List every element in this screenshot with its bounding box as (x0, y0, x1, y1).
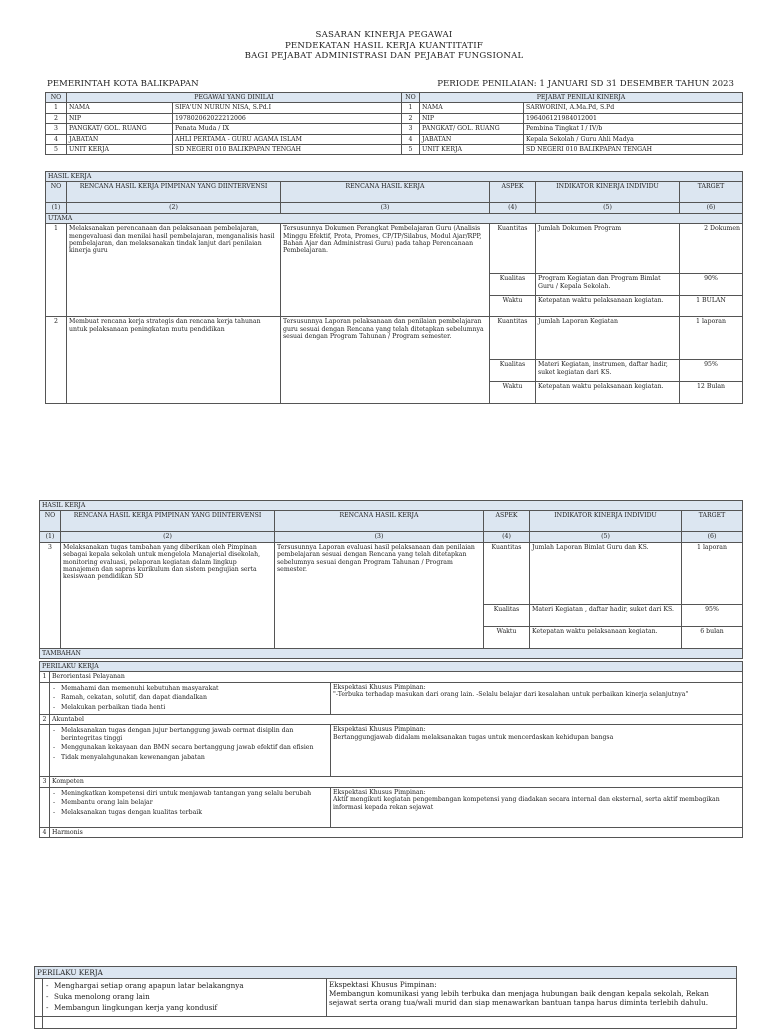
col-num: (3) (281, 203, 490, 213)
perilaku-name: Berorientasi Pelayanan (50, 672, 743, 682)
row-value: SIFA'UN NURUN NISA, S.Pd.I (173, 103, 402, 113)
list-item (40, 777, 743, 787)
col-num: (2) (67, 203, 281, 213)
row-no-2: 5 (402, 145, 420, 155)
list-item: - Membantu orang lain belajar (60, 799, 328, 806)
list-item: - Melaksanakan tugas dengan jujur bertanggung jawab cermat disiplin dan berintegritas tinggi (60, 727, 328, 742)
item-target: 1 laporan (680, 317, 743, 360)
col-no: NO (46, 93, 67, 103)
perilaku-no: 3 (40, 777, 50, 787)
col-aspek: ASPEK (490, 182, 536, 203)
section-perilaku-kerja: PERILAKU KERJA (35, 967, 737, 979)
item-indikator: Jumlah Laporan Bimlat Guru dan KS. (530, 542, 682, 604)
row-label: UNIT KERJA (67, 145, 173, 155)
identity-row (46, 124, 743, 134)
table-row (46, 224, 743, 274)
table-row (46, 317, 743, 360)
item-aspek: Kualitas (490, 274, 536, 296)
item-target: 90% (680, 274, 743, 296)
hasil-kerja-table-1 (45, 171, 743, 404)
section-tambahan: TAMBAHAN (40, 648, 743, 658)
title-line-1: SASARAN KINERJA PEGAWAI (315, 30, 453, 40)
row-no-2: 4 (402, 134, 420, 144)
perilaku-no: 4 (40, 827, 50, 837)
assessment-period: PERIODE PENILAIAN: 1 JANUARI SD 31 DESEMBER TAHUN 2023 (437, 79, 734, 89)
row-label-2: NIP (420, 113, 524, 123)
row-label: JABATAN (67, 134, 173, 144)
item-aspek: Waktu (490, 296, 536, 317)
identity-row (46, 103, 743, 113)
item-target: 6 bulan (682, 626, 743, 648)
row-value: AHLI PERTAMA - GURU AGAMA ISLAM (173, 134, 402, 144)
item-aspek: Kuantitas (490, 317, 536, 360)
identity-row (46, 113, 743, 123)
item-target: 2 Dokumen (680, 224, 743, 274)
identity-row (46, 134, 743, 144)
perilaku-kerja-table-2 (34, 966, 737, 1029)
col-target: TARGET (682, 511, 743, 532)
perilaku-kerja-table (39, 661, 743, 838)
identity-table (45, 92, 743, 155)
item-target: 12 Bulan (680, 382, 743, 404)
ekspektasi-text: Bertanggungjawab didalam melaksanakan tugas untuk mencerdaskan kehidupan bangsa (333, 733, 614, 741)
perilaku-points (52, 685, 328, 711)
identity-row (46, 145, 743, 155)
item-aspek: Waktu (484, 626, 530, 648)
item-no: 1 (46, 224, 67, 317)
col-rhk-pimpinan: RENCANA HASIL KERJA PIMPINAN YANG DIINTERVENSI (67, 182, 281, 203)
list-item: - Menghargai setiap orang apapun latar belakangnya (53, 981, 324, 990)
row-label-2: PANGKAT/ GOL. RUANG (420, 124, 524, 134)
list-item (40, 672, 743, 682)
list-item (40, 827, 743, 837)
item-indikator: Ketepatan waktu pelaksanaan kegiatan. (530, 626, 682, 648)
col-num: (6) (682, 532, 743, 542)
list-item: - Meningkatkan kompetensi diri untuk menjawab tantangan yang selalu berubah (60, 790, 328, 797)
title-line-2: PENDEKATAN HASIL KERJA KUANTITATIF (284, 40, 484, 51)
row-value-2: Kepala Sekolah / Guru Ahli Madya (524, 134, 743, 144)
row-value: SD NEGERI 010 BALIKPAPAN TENGAH (173, 145, 402, 155)
perilaku-points (45, 981, 324, 1012)
col-no: NO (40, 511, 61, 532)
col-num: (5) (530, 532, 682, 542)
item-rhk: Tersusunnya Dokumen Perangkat Pembelajaran Guru (Analisis Minggu Efektif, Prota, Promes, CP/TP/Silabus, Modul Ajar/RPP, Bahan Ajar dan Administrasi Guru) pada tahap Perencanaan Pembelajaran. (281, 224, 490, 317)
perilaku-points (52, 790, 328, 816)
section-perilaku-kerja: PERILAKU KERJA (40, 662, 743, 672)
col-rhk-pimpinan: RENCANA HASIL KERJA PIMPINAN YANG DIINTERVENSI (61, 511, 275, 532)
perilaku-no: 1 (40, 672, 50, 682)
item-aspek: Waktu (490, 382, 536, 404)
row-label-2: UNIT KERJA (420, 145, 524, 155)
item-indikator: Ketepatan waktu pelaksanaan kegiatan. (536, 382, 680, 404)
col-no-2: NO (402, 93, 420, 103)
item-target: 1 BULAN (680, 296, 743, 317)
list-item: - Menggunakan kekayaan dan BMN secara bertanggung jawab efektif dan efisien (60, 744, 328, 751)
item-rhk: Tersusunnya Laporan pelaksanaan dan penilaian pembelajaran guru sesuai dengan Rencana yang telah ditetapkan sebelumnya sesuai dengan Program Tahunan / Program semester. (281, 317, 490, 404)
item-aspek: Kuantitas (490, 224, 536, 274)
row-no: 2 (46, 113, 67, 123)
ekspektasi-label: Ekspektasi Khusus Pimpinan: (333, 788, 426, 796)
col-num: (5) (536, 203, 680, 213)
row-label: PANGKAT/ GOL. RUANG (67, 124, 173, 134)
row-value-2: SD NEGERI 010 BALIKPAPAN TENGAH (524, 145, 743, 155)
row-no: 5 (46, 145, 67, 155)
col-num: (4) (490, 203, 536, 213)
row-label-2: NAMA (420, 103, 524, 113)
ekspektasi-text: Membangun komunikasi yang lebih terbuka dan menjaga hubungan baik dengan kepala sekolah, Rekan sejawat serta orang tua/wali murid dan siap menawarkan bantuan tanpa harus diminta terlebih dahulu. (329, 989, 709, 1007)
row-no-2: 3 (402, 124, 420, 134)
col-indikator: INDIKATOR KINERJA INDIVIDU (530, 511, 682, 532)
row-value: 197802062022212006 (173, 113, 402, 123)
perilaku-detail-row (40, 787, 743, 827)
list-item: - Suka menolong orang lain (53, 992, 324, 1001)
perilaku-no: 2 (40, 715, 50, 725)
ekspektasi-text: Aktif mengikuti kegiatan pengembangan kompetensi yang diadakan secara internal dan eksternal, serta aktif membagikan informasi kepada rekan sejawat (333, 796, 720, 811)
perilaku-detail-row (40, 682, 743, 714)
col-pejabat-penilai: PEJABAT PENILAI KINERJA (420, 93, 743, 103)
item-aspek: Kualitas (490, 360, 536, 382)
list-item: - Melaksanakan tugas dengan kualitas terbaik (60, 809, 328, 816)
col-target: TARGET (680, 182, 743, 203)
item-indikator: Ketepatan waktu pelaksanaan kegiatan. (536, 296, 680, 317)
list-item: - Memahami dan memenuhi kebutuhan masyarakat (60, 685, 328, 692)
item-no: 2 (46, 317, 67, 404)
row-no: 1 (46, 103, 67, 113)
perilaku-detail-row (35, 979, 737, 1017)
ekspektasi-label: Ekspektasi Khusus Pimpinan: (329, 980, 437, 989)
row-value-2: SARWORINI, A.Ma.Pd, S.Pd (524, 103, 743, 113)
row-value-2: 196406121984012001 (524, 113, 743, 123)
row-value-2: Pembina Tingkat I / IV/b (524, 124, 743, 134)
row-no: 4 (46, 134, 67, 144)
col-num: (1) (46, 203, 67, 213)
perilaku-name: Harmonis (50, 827, 743, 837)
document-title (0, 30, 768, 62)
item-aspek: Kualitas (484, 604, 530, 626)
row-label-2: JABATAN (420, 134, 524, 144)
section-hasil-kerja: HASIL KERJA (40, 501, 743, 511)
col-rhk: RENCANA HASIL KERJA (275, 511, 484, 532)
perilaku-points (52, 727, 328, 761)
row-label: NAMA (67, 103, 173, 113)
col-rhk: RENCANA HASIL KERJA (281, 182, 490, 203)
item-target: 95% (680, 360, 743, 382)
item-indikator: Materi Kegiatan , daftar hadir, suket dari KS. (530, 604, 682, 626)
list-item (40, 715, 743, 725)
section-hasil-kerja: HASIL KERJA (46, 172, 743, 182)
item-indikator: Jumlah Dokumen Program (536, 224, 680, 274)
col-num: (1) (40, 532, 61, 542)
item-rhk-pimpinan: Membuat rencana kerja strategis dan rencana kerja tahunan untuk pelaksanaan peningkatan mutu pendidikan (67, 317, 281, 404)
ekspektasi-text: "-Terbuka terhadap masukan dari orang lain. -Selalu belajar dari kesalahan untuk perbaikan kinerja selanjutnya" (333, 691, 689, 699)
perilaku-detail-row (40, 725, 743, 777)
perilaku-name: Akuntabel (50, 715, 743, 725)
hasil-kerja-table-2 (39, 500, 743, 659)
item-rhk-pimpinan: Melaksanakan perencanaan dan pelaksanaan pembelajaran, mengevaluasi dan menilai hasil pembelajaran, menganalisis hasil pembelajaran, dan melaksanakan tindak lanjut dari penilaian kinerja guru (67, 224, 281, 317)
list-item: - Membangun lingkungan kerja yang kondusif (53, 1003, 324, 1012)
col-num: (6) (680, 203, 743, 213)
col-num: (2) (61, 532, 275, 542)
row-value: Penata Muda / IX (173, 124, 402, 134)
item-rhk-pimpinan: Melaksanakan tugas tambahan yang diberikan oleh Pimpinan sebagai kepala sekolah untuk mengelola Manajerial disekolah, monitoring evaluasi, pelaporan kegiatan dalam lingkup manajemen dan sapras kurikulum dan sistem pengujian serta kesiswaan pendidikan SD (61, 542, 275, 648)
item-rhk: Tersusunnya Laporan evaluasi hasil pelaksanaan dan penilaian pembelajaran sesuai dengan Rencana yang telah ditetapkan sebelumnya sesuai dengan Program Tahunan / Program semester. (275, 542, 484, 648)
row-label: NIP (67, 113, 173, 123)
row-no-2: 2 (402, 113, 420, 123)
ekspektasi-label: Ekspektasi Khusus Pimpinan: (333, 683, 426, 691)
col-num: (4) (484, 532, 530, 542)
list-item: - Tidak menyalahgunakan kewenangan jabatan (60, 754, 328, 761)
col-no: NO (46, 182, 67, 203)
list-item: - Ramah, cekatan, solutif, dan dapat diandalkan (60, 694, 328, 701)
government-name: PEMERINTAH KOTA BALIKPAPAN (47, 79, 199, 89)
table-row (40, 542, 743, 604)
item-aspek: Kuantitas (484, 542, 530, 604)
ekspektasi-label: Ekspektasi Khusus Pimpinan: (333, 726, 426, 734)
col-pegawai-dinilai: PEGAWAI YANG DINILAI (67, 93, 402, 103)
list-item: - Melakukan perbaikan tiada henti (60, 704, 328, 711)
item-indikator: Materi Kegiatan, instrumen, daftar hadir, suket kegiatan dari KS. (536, 360, 680, 382)
section-utama: UTAMA (46, 213, 743, 223)
item-target: 1 laporan (682, 542, 743, 604)
col-indikator: INDIKATOR KINERJA INDIVIDU (536, 182, 680, 203)
perilaku-name: Kompeten (50, 777, 743, 787)
col-num: (3) (275, 532, 484, 542)
title-line-3: BAGI PEJABAT ADMINISTRASI DAN PEJABAT FUNGSIONAL (244, 51, 524, 62)
item-target: 95% (682, 604, 743, 626)
row-no-2: 1 (402, 103, 420, 113)
item-indikator: Program Kegiatan dan Program Bimlat Guru / Kepala Sekolah. (536, 274, 680, 296)
row-no: 3 (46, 124, 67, 134)
item-indikator: Jumlah Laporan Kegiatan (536, 317, 680, 360)
col-aspek: ASPEK (484, 511, 530, 532)
item-no: 3 (40, 542, 61, 648)
